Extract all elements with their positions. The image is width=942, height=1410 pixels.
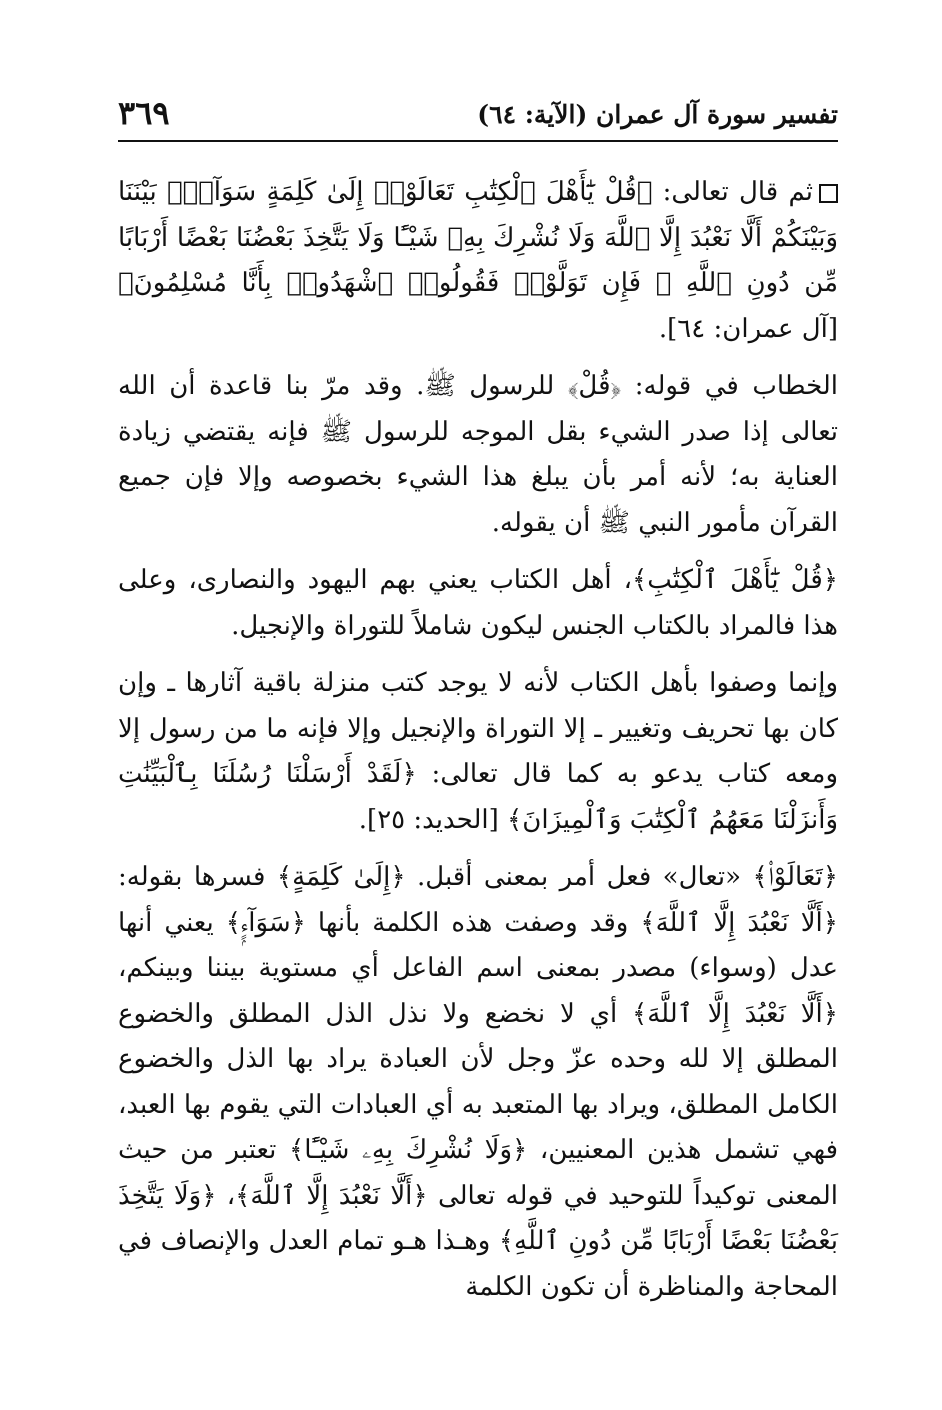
paragraph-word-explanation: ﴿تَعَالَوْا۟﴾ «تعال» فعل أمر بمعنى أقبل. ﴿إِلَىٰ كَلِمَةٍ﴾ فسرها بقوله: ﴿أَلَّا نَعْبُدَ إِلَّا ٱللَّهَ﴾ وقد وصفت هذه الكلمة بأنها ﴿سَوَآءٍۭ﴾ يعني أنها عدل (وسواء) مصدر بمعنى اسم الفاعل أي مستوية بيننا وبينكم، ﴿أَلَّا نَعْبُدَ إِلَّا ٱللَّهَ﴾ أي لا نخضع ولا نذل الذل المطلق والخضوع المطلق إلا لله وحده عزّ وجل لأن العبادة يراد بها الذل والخضوع الكامل المطلق، ويراد بها المتعبد به أي العبادات التي يقوم بها العبد، فهي تشمل هذين المعنيين، ﴿وَلَا نُشْرِكَ بِهِۦ شَيْـًٔا﴾ تعتبر من حيث المعنى توكيداً للتوحيد في قوله تعالى ﴿أَلَّا نَعْبُدَ إِلَّا ٱللَّهَ﴾، ﴿وَلَا يَتَّخِذَ بَعْضُنَا بَعْضًا أَرْبَابًا مِّن دُونِ ٱللَّهِ﴾ وهـذا هـو تمام العدل والإنصاف في المحاجة والمناظرة أن تكون الكلمة bbox=[118, 862, 839, 1302]
paragraph-address: الخطاب في قوله: ﴿قُلْ﴾ للرسول ﷺ. وقد مرّ بنا قاعدة أن الله تعالى إذا صدر الشيء بقل الموجه للرسول ﷺ فإنه يقتضي زيادة العناية به؛ لأنه أمر بأن يبلغ هذا الشيء بخصوصه وإلا فإن جميع القرآن مأمور النبي ﷺ أن يقوله. bbox=[118, 371, 838, 538]
paragraph-books: وإنما وصفوا بأهل الكتاب لأنه لا يوجد كتب منزلة باقية آثارها ـ وإن كان بها تحريف وتغيير ـ إلا التوراة والإنجيل وإلا فإنه ما من رسول إلا ومعه كتاب يدعو به كما قال تعالى: ﴿لَقَدْ أَرْسَلْنَا رُسُلَنَا بِٱلْبَيِّنَٰتِ وَأَنزَلْنَا مَعَهُمُ ٱلْكِتَٰبَ وَٱلْمِيزَانَ﴾ [الحديد: ٢٥]. bbox=[118, 668, 838, 835]
running-title: تفسير سورة آل عمران (الآية: ٦٤) bbox=[477, 100, 838, 129]
paragraph-people-of-book: ﴿قُلْ يَٰٓأَهْلَ ٱلْكِتَٰبِ﴾، أهل الكتاب يعني بهم اليهود والنصارى، وعلى هذا فالمراد بالكتاب الجنس ليكون شاملاً للتوراة والإنجيل. bbox=[118, 565, 838, 641]
page-number: ٣٦٩ bbox=[118, 94, 170, 132]
verse-reference: [آل عمران: ٦٤]. bbox=[658, 313, 838, 344]
page-header bbox=[118, 92, 838, 136]
page-body bbox=[118, 170, 838, 1322]
square-bullet-icon bbox=[819, 184, 838, 203]
verse-intro: ثم قال تعالى: bbox=[652, 177, 813, 207]
quran-verse: ﴿قُلْ يَٰٓأَهْلَ ٱلْكِتَٰبِ تَعَالَوْا۟ إِلَىٰ كَلِمَةٍ سَوَآءٍۭ بَيْنَنَا وَبَيْنَكُمْ أَلَّا نَعْبُدَ إِلَّا ٱللَّهَ وَلَا نُشْرِكَ بِهِۦ شَيْـًٔا وَلَا يَتَّخِذَ بَعْضُنَا بَعْضًا أَرْبَابًا مِّن دُونِ ٱللَّهِ ۚ فَإِن تَوَلَّوْا۟ فَقُولُوا۟ ٱشْهَدُوا۟ بِأَنَّا مُسْلِمُونَ﴾ bbox=[118, 177, 838, 298]
paragraph-verse-intro bbox=[118, 170, 838, 352]
header-rule bbox=[118, 140, 838, 142]
